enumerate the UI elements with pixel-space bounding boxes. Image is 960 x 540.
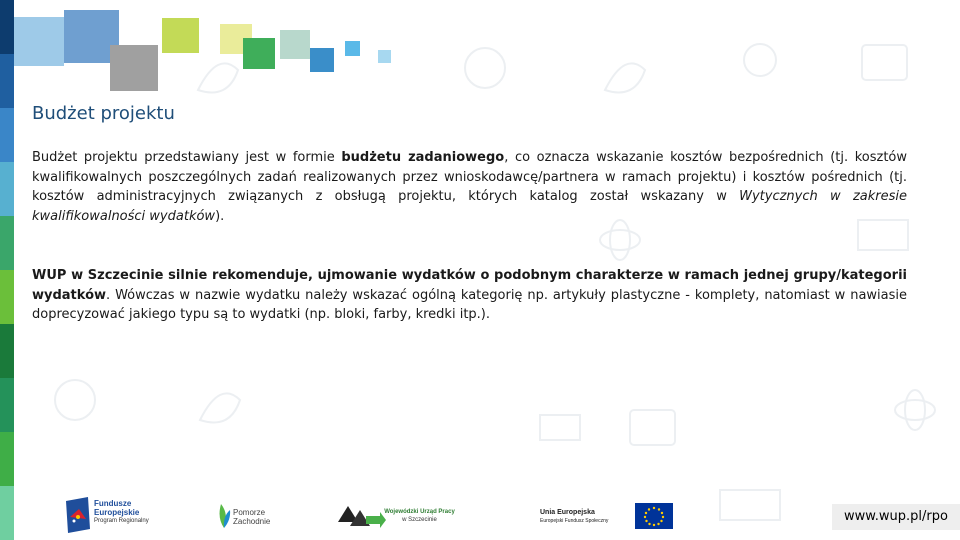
book-icon bbox=[540, 415, 580, 440]
fe-star-icon bbox=[66, 497, 92, 533]
leaf-icon bbox=[198, 63, 238, 92]
leaf-icon bbox=[605, 63, 645, 92]
tree-icon bbox=[744, 44, 776, 76]
windmill-icon bbox=[55, 380, 95, 420]
windmill-icon bbox=[465, 48, 505, 88]
briefcase-icon bbox=[630, 410, 675, 445]
left-color-stripe bbox=[0, 0, 14, 540]
atom-icon bbox=[895, 390, 935, 430]
logo-pomorze-zachodnie: Pomorze Zachodnie bbox=[215, 498, 285, 532]
pomorze-leaf-icon bbox=[215, 500, 233, 530]
atom-icon bbox=[600, 220, 640, 260]
eu-flag-icon bbox=[635, 503, 673, 529]
leaf-icon bbox=[200, 393, 240, 422]
page-title: Budżet projektu bbox=[32, 103, 175, 124]
logo-unia-europejska: Unia Europejska Europejski Fundusz Społeczny bbox=[540, 502, 675, 530]
fence-icon bbox=[720, 490, 780, 520]
logo-fundusze-europejskie: Fundusze Europejskie Program Regionalny bbox=[66, 496, 156, 534]
logo-wup-szczecin: Wojewódzki Urząd Pracy w Szczecinie bbox=[336, 500, 481, 530]
paragraph-budget-description: Budżet projektu przedstawiany jest w formie budżetu zadaniowego, co oznacza wskazanie kosztów bezpośrednich (tj. kosztów kwalifikowalnych poszczególnych zadań realizowanych przez wnioskodawcę/partnera w ramach projektu) i kosztów pośrednich (tj. kosztów administracyjnych związanych z obsługą projektu, których katalog został wskazany w Wytycznych w zakresie kwalifikowalności wydatków). bbox=[32, 150, 908, 224]
website-url[interactable]: www.wup.pl/rpo bbox=[832, 504, 960, 530]
chat-icon bbox=[862, 45, 907, 80]
paragraph-recommendation: WUP w Szczecinie silnie rekomenduje, ujmowanie wydatków o podobnym charakterze w ramach jednej grupy/kategorii wydatków. Wówczas w nazwie wydatku należy wskazać ogólną kategorię np. artykuły plastyczne - komplety, natomiast w nawiasie doprecyzować jakiego typu są to wydatki (np. bloki, farby, kredki itp.). bbox=[32, 268, 907, 322]
